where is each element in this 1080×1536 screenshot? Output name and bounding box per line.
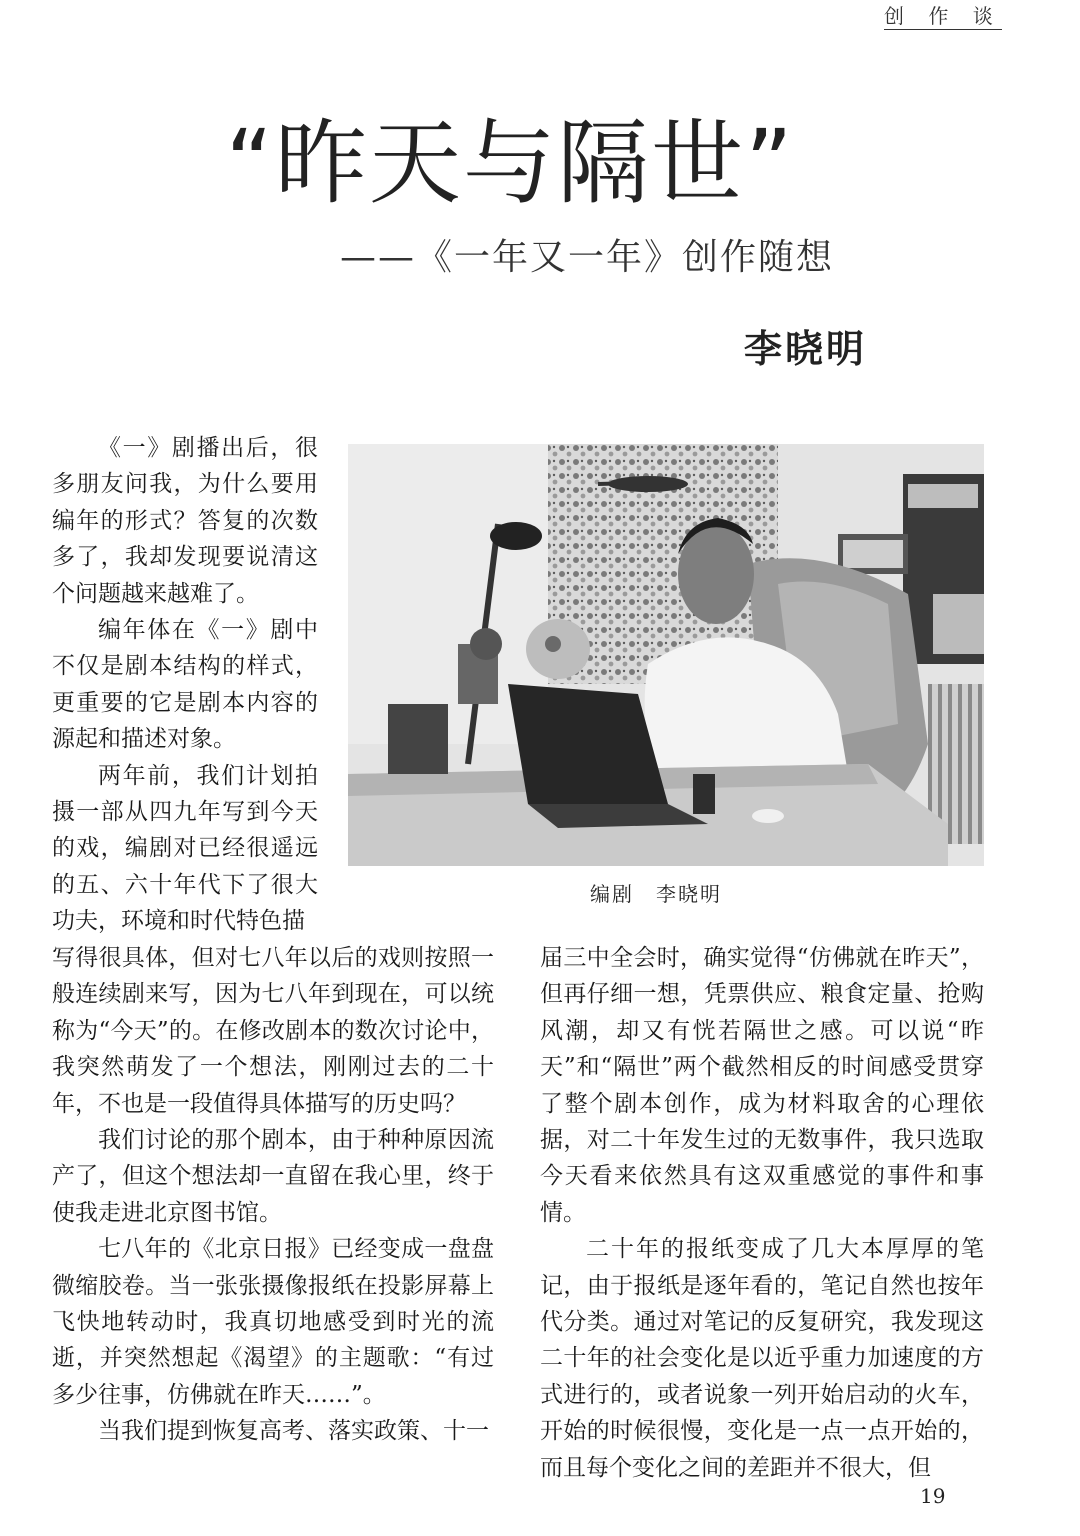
paragraph: 当我们提到恢复高考、落实政策、十一 xyxy=(98,1418,489,1445)
section-label: 创 作 谈 xyxy=(884,4,1002,28)
article-title: “昨天与隔世” xyxy=(225,110,795,217)
paragraph: 届三中全会时，确实觉得“仿佛就在昨天”，但再仔细一想，凭票供应、粮食定量、抢购风潮，却又有恍若隔世之感。可以说“昨天”和“隔世”两个截然相反的时间感受贯穿了整个剧本创作，成为材料取舍的心理依据，对二十年发生过的无数事件，我只选取今天看来依然具有这双重感觉的事件和事情。 xyxy=(540,945,984,1226)
body-column-left xyxy=(52,940,494,1450)
article-author: 李晓明 xyxy=(744,327,868,371)
paragraph: 二十年的报纸变成了几大本厚厚的笔记，由于报纸是逐年看的，笔记自然也按年代分类。通过对笔记的反复研究，我发现这二十年的社会变化是以近乎重力加速度的方式进行的，或者说象一列开始启动的火车，开始的时候很慢，变化是一点一点开始的，而且每个变化之间的差距并不很大，但 xyxy=(540,1236,984,1481)
author-photo xyxy=(348,444,984,866)
body-column-right xyxy=(540,940,984,1486)
author-at-laptop-illustration xyxy=(348,444,984,866)
body-column-narrow xyxy=(52,430,318,940)
paragraph: 我们讨论的那个剧本，由于种种原因流产了，但这个想法却一直留在我心里，终于使我走进北京图书馆。 xyxy=(52,1127,494,1226)
page-number: 19 xyxy=(920,1484,946,1508)
paragraph: 七八年的《北京日报》已经变成一盘盘微缩胶卷。当一张张摄像报纸在投影屏幕上飞快地转动时，我真切地感受到时光的流逝，并突然想起《渴望》的主题歌：“有过多少往事，仿佛就在昨天……”。 xyxy=(52,1236,494,1408)
photo-caption: 编剧 李晓明 xyxy=(590,882,722,906)
paragraph: 《一》剧播出后，很多朋友问我，为什么要用编年的形式？答复的次数多了，我却发现要说清这个问题越来越难了。 xyxy=(52,435,318,607)
paragraph: 写得很具体，但对七八年以后的戏则按照一般连续剧来写，因为七八年到现在，可以统称为“今天”的。在修改剧本的数次讨论中，我突然萌发了一个想法，刚刚过去的二十年，不也是一段值得具体描写的历史吗？ xyxy=(52,945,494,1117)
paragraph: 两年前，我们计划拍摄一部从四九年写到今天的戏，编剧对已经很遥远的五、六十年代下了很大功夫，环境和时代特色描 xyxy=(52,762,318,935)
paragraph: 编年体在《一》剧中不仅是剧本结构的样式，更重要的它是剧本内容的源起和描述对象。 xyxy=(52,617,318,753)
article-subtitle: ——《一年又一年》创作随想 xyxy=(340,237,835,278)
